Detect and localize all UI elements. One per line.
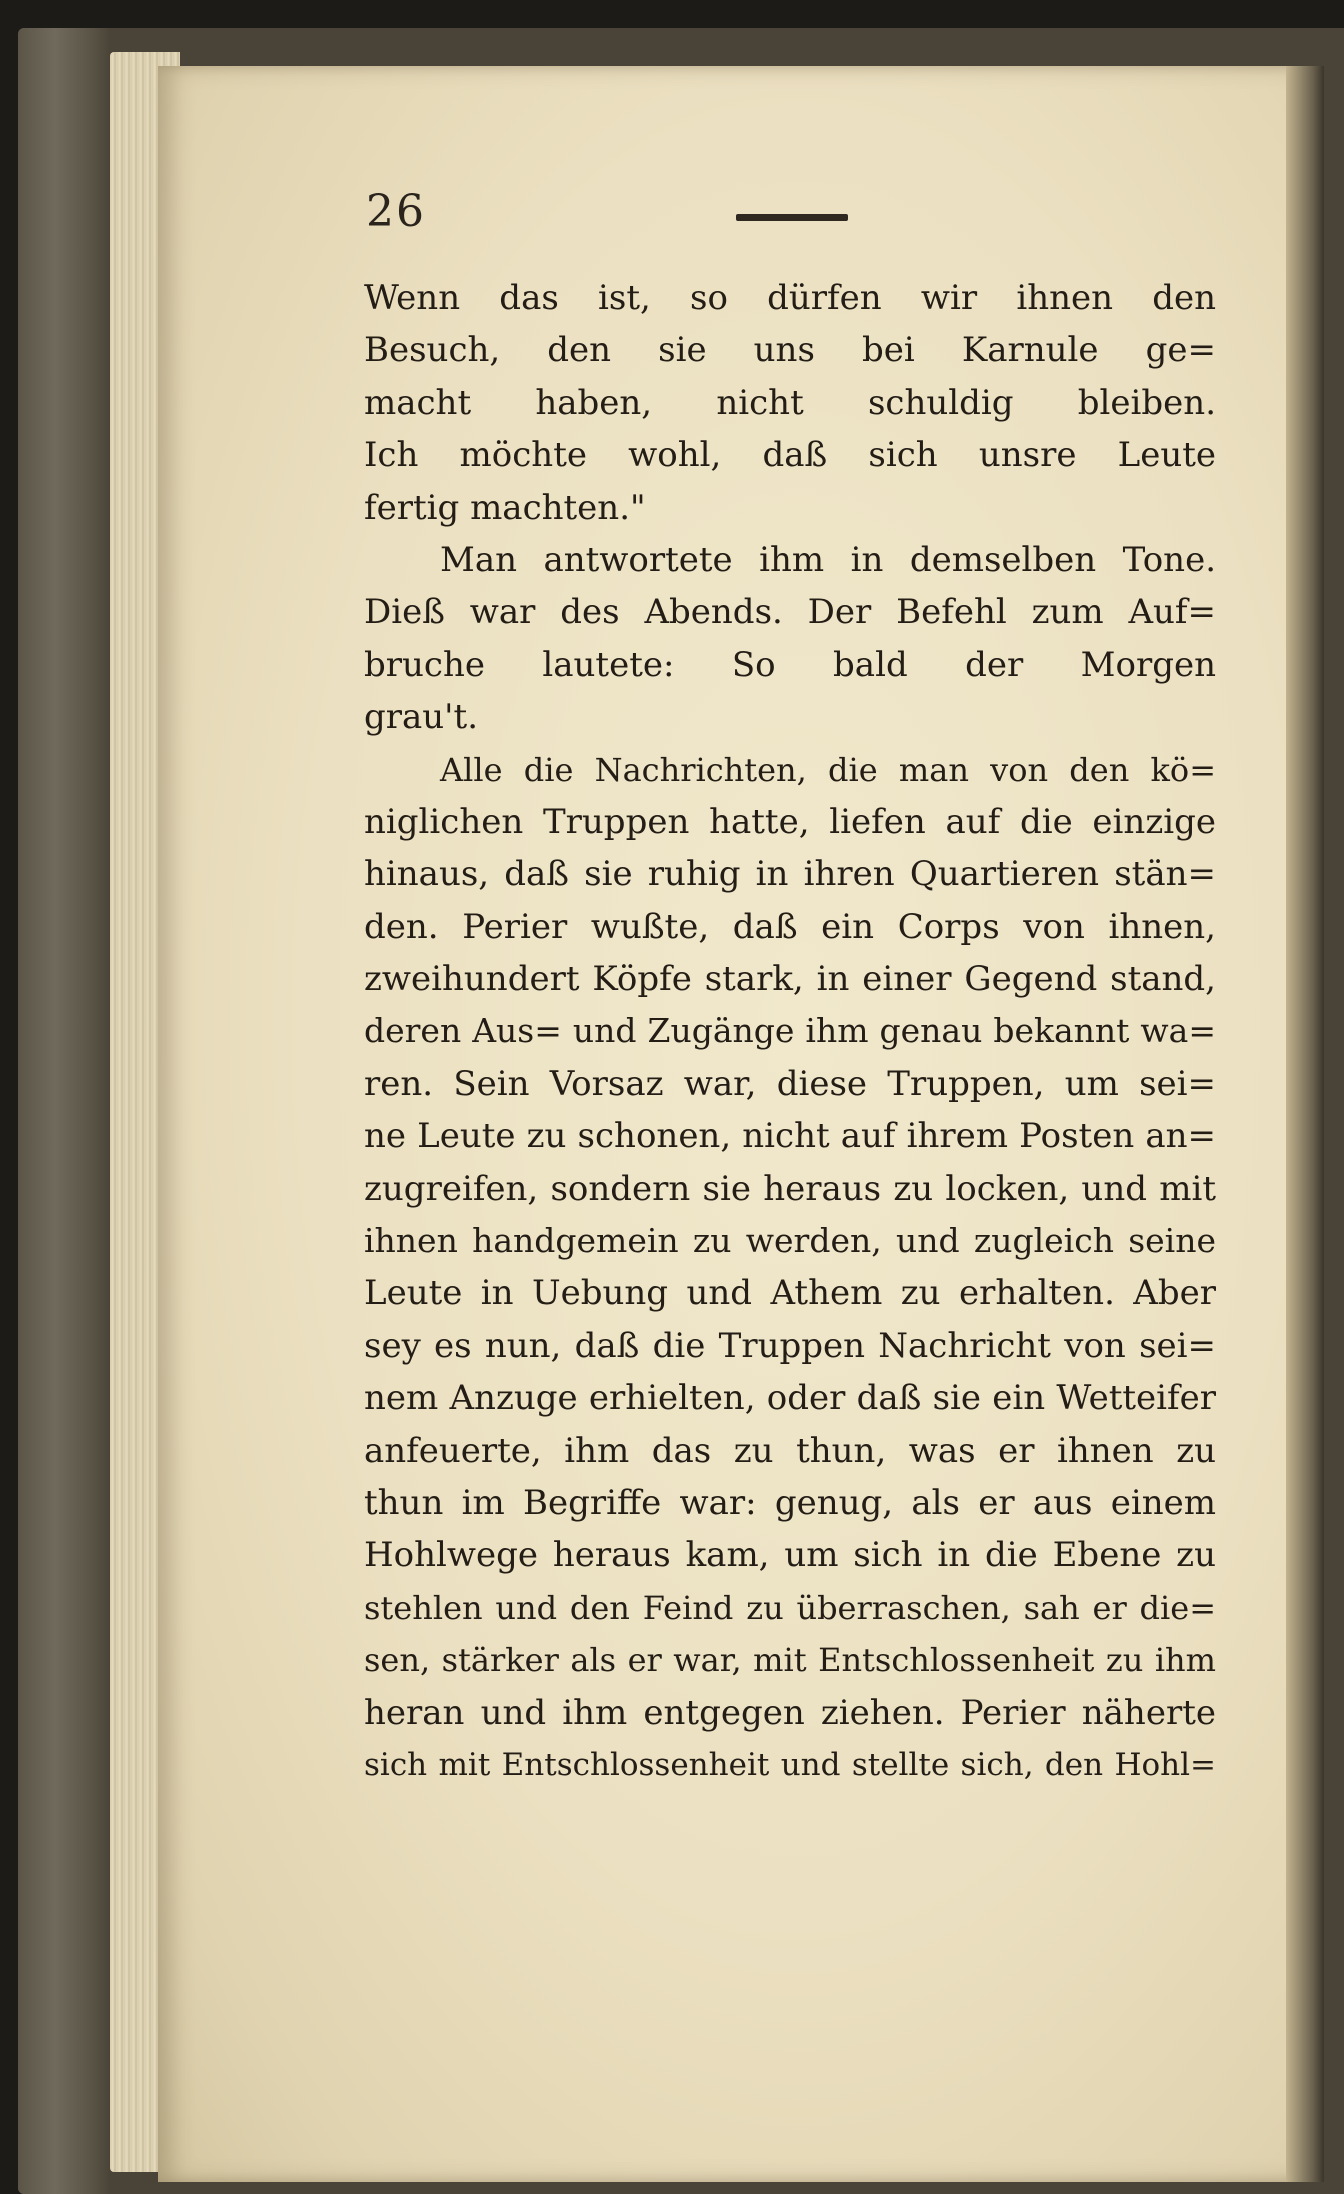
book-spine	[18, 28, 110, 2194]
text-line: sey es nun, daß die Truppen Nachricht von sei=	[364, 1325, 1216, 1366]
text-line: grau't.	[364, 697, 479, 738]
text-line: Ich möchte wohl, daß sich unsre Leute	[364, 435, 1216, 476]
header-rule	[736, 214, 848, 221]
text-line: Dieß war des Abends. Der Befehl zum Auf=	[364, 592, 1216, 633]
text-line: zweihundert Köpfe stark, in einer Gegend stand,	[364, 959, 1216, 1000]
text-line: anfeuerte, ihm das zu thun, was er ihnen zu	[364, 1430, 1216, 1471]
text-line: deren Aus= und Zugänge ihm genau bekannt wa=	[364, 1011, 1216, 1051]
text-line: Hohlwege heraus kam, um sich in die Ebene zu	[364, 1535, 1216, 1576]
text-line: bruche lautete: So bald der Morgen	[364, 644, 1216, 685]
text-line: ihnen handgemein zu werden, und zugleich seine	[364, 1221, 1216, 1261]
text-line: Man antwortete ihm in demselben Tone.	[440, 539, 1216, 580]
text-line: Alle die Nachrichten, die man von den kö=	[440, 750, 1216, 789]
text-line: Wenn das ist, so dürfen wir ihnen den	[364, 278, 1216, 318]
text-line: macht haben, nicht schuldig bleiben.	[364, 382, 1216, 423]
text-line: den. Perier wußte, daß ein Corps von ihnen,	[364, 906, 1216, 947]
text-line: nem Anzuge erhielten, oder daß sie ein Wetteifer	[364, 1378, 1216, 1419]
text-line: sen, stärker als er war, mit Entschlossenheit zu ihm	[364, 1641, 1216, 1680]
page-gutter	[1286, 66, 1324, 2182]
body-text	[364, 272, 1216, 1791]
page-number: 26	[366, 186, 426, 237]
text-line: ne Leute zu schonen, nicht auf ihrem Posten an=	[364, 1116, 1216, 1157]
text-line: Besuch, den sie uns bei Karnule ge=	[364, 330, 1216, 371]
text-line: niglichen Truppen hatte, liefen auf die einzige	[364, 801, 1216, 842]
text-line: sich mit Entschlossenheit und stellte sich, den Hohl=	[364, 1746, 1216, 1783]
text-line: zugreifen, sondern sie heraus zu locken, und mit	[364, 1168, 1216, 1209]
text-line: Leute in Uebung und Athem zu erhalten. Aber	[364, 1273, 1216, 1314]
text-line: fertig machten."	[364, 487, 646, 528]
text-line: hinaus, daß sie ruhig in ihren Quartieren stän=	[364, 854, 1216, 895]
text-line: ren. Sein Vorsaz war, diese Truppen, um sei=	[364, 1063, 1216, 1104]
text-line: heran und ihm entgegen ziehen. Perier näherte	[364, 1692, 1216, 1733]
text-line: thun im Begriffe war: genug, als er aus einem	[364, 1482, 1216, 1523]
text-line: stehlen und den Feind zu überraschen, sah er die=	[364, 1588, 1216, 1627]
page-header	[228, 176, 1218, 236]
